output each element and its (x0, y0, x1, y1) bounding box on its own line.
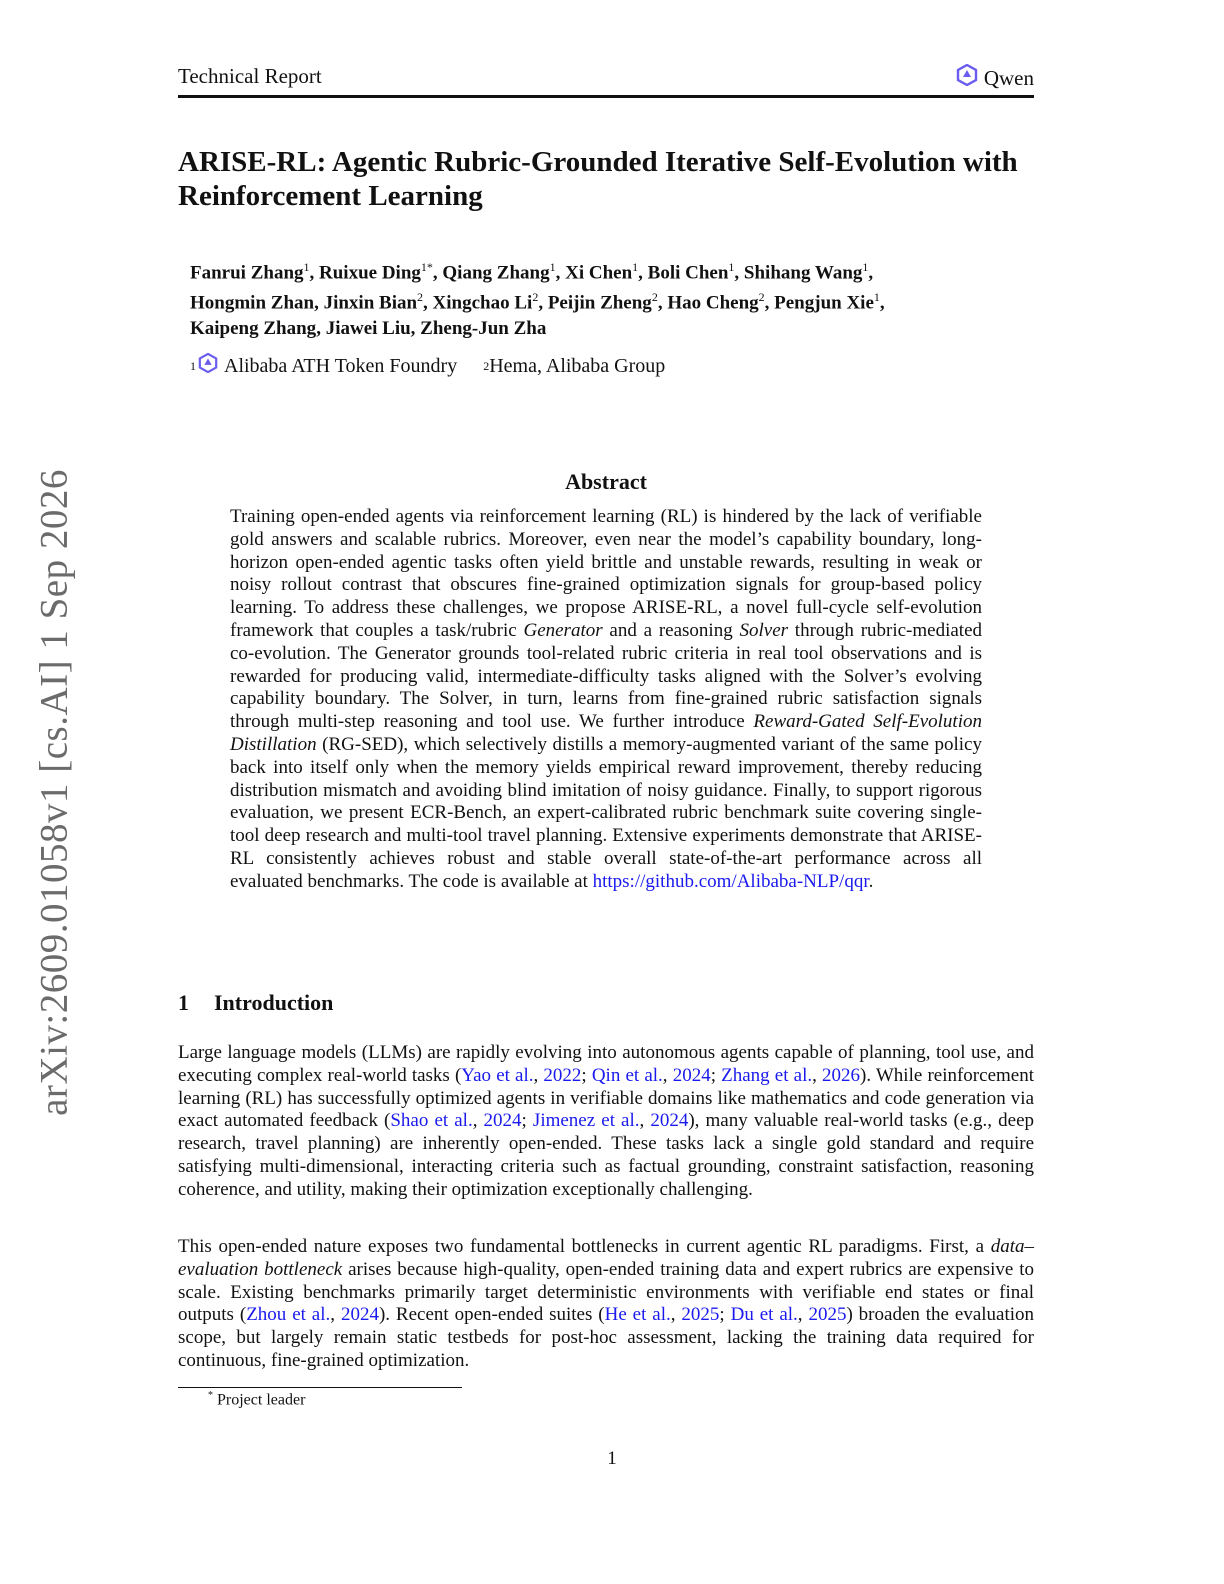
citation-link[interactable]: 2024 (672, 1064, 711, 1086)
emphasis-text: Reward-Gated Self-Evolution Distillation (230, 711, 982, 755)
emphasis-text: data–evaluation bottleneck (178, 1236, 1034, 1280)
author-affiliation-mark: 2 (651, 290, 658, 305)
brand-name: Qwen (983, 65, 1034, 90)
qwen-logo-icon (956, 64, 978, 92)
section-heading (178, 990, 333, 1016)
author-name: Kaipeng Zhang (190, 317, 317, 339)
header-brand (956, 64, 1034, 92)
author-name: Jinxin Bian (323, 292, 418, 314)
author-affiliation-mark: 1 (873, 290, 880, 305)
author-name: Qiang Zhang (442, 262, 550, 284)
author-affiliation-mark: 1* (420, 260, 433, 274)
header-rule (178, 95, 1034, 98)
author-name: Zheng-Jun Zha (420, 317, 547, 339)
paper-title: ARISE-RL: Agentic Rubric-Grounded Iterative Self-Evolution with Reinforcement Learning (178, 146, 1018, 212)
citation-link[interactable]: 2025 (681, 1304, 720, 1326)
footnote (208, 1390, 305, 1409)
citation-link[interactable]: Du et al. (730, 1304, 798, 1326)
emphasis-text: Solver (739, 619, 789, 641)
citation-link[interactable]: 2022 (543, 1064, 582, 1086)
affiliation-name: Alibaba ATH Token Foundry (224, 354, 458, 377)
alibaba-logo-icon (198, 353, 218, 379)
author-name: Peijin Zheng (547, 292, 652, 314)
citation-link[interactable]: Shao et al. (390, 1110, 473, 1132)
author-affiliation-mark: 1 (728, 260, 735, 274)
footnote-text: Project leader (217, 1391, 306, 1409)
author-affiliation-mark: 1 (549, 260, 556, 274)
affiliations (190, 353, 665, 379)
author-affiliation-mark: 1 (862, 260, 869, 274)
citation-link[interactable]: He et al. (604, 1304, 671, 1326)
citation-link[interactable]: Zhang et al. (721, 1064, 813, 1086)
author-name: Xi Chen (565, 262, 633, 284)
arxiv-identifier: arXiv:2609.01058v1 [cs.AI] 1 Sep 2026 (32, 469, 76, 1116)
intro-paragraph: Large language models (LLMs) are rapidly evolving into autonomous agents capable of planning, tool use, and executing complex real-world tasks (Yao et al., 2022; Qin et al., 2024; Zhang et al., 2026). While reinforcement learning (RL) has successfully optimized agents in verifiable domains like mathematics and code generation via exact automated feedback (Shao et al., 2024; Jimenez et al., 2024), many valuable real-world tasks (e.g., deep research, travel planning) are inherently open-ended. These tasks lack a single gold standard and require satisfying multi-dimensional, interacting criteria such as factual grounding, constraint satisfaction, reasoning coherence, and utility, making their optimization exceptionally challenging. (178, 1042, 1035, 1200)
citation-link[interactable]: Yao et al. (461, 1064, 534, 1086)
author-name: Jiawei Liu (325, 317, 411, 339)
author-name: Boli Chen (647, 262, 729, 284)
citation-link[interactable]: Jimenez et al. (532, 1110, 640, 1132)
author-affiliation-mark: 2 (758, 290, 765, 305)
author-affiliation-mark: 1 (303, 260, 310, 274)
citation-link[interactable]: 2025 (808, 1304, 847, 1326)
author-name: Hongmin Zhan (190, 292, 315, 314)
author-name: Pengjun Xie (774, 292, 874, 314)
intro-paragraph: This open-ended nature exposes two fundamental bottlenecks in current agentic RL paradigms. First, a data–evaluation bottleneck arises because high-quality, open-ended training data and expert rubrics are expensive to scale. Existing benchmarks primarily target deterministic environments with verifiable end states or final outputs (Zhou et al., 2024). Recent open-ended suites (He et al., 2025; Du et al., 2025) broaden the evaluation scope, but largely remain static testbeds for post-hoc assessment, lacking the training data required for continuous, fine-grained optimization. (178, 1236, 1035, 1371)
affiliation-name: Hema, Alibaba Group (489, 354, 666, 377)
abstract-body: Training open-ended agents via reinforcement learning (RL) is hindered by the lack of verifiable gold answers and scalable rubrics. Moreover, even near the model’s capability boundary, long-horizon open-ended agentic tasks often yield brittle and unstable rewards, resulting in weak or noisy rollout contrast that obscures fine-grained optimization signals for group-based policy learning. To address these challenges, we propose ARISE-RL, a novel full-cycle self-evolution framework that couples a task/rubric Generator and a reasoning Solver through rubric-mediated co-evolution. The Generator grounds tool-related rubric criteria in real tool observations and is rewarded for producing valid, intermediate-difficulty tasks aligned with the Solver’s evolving capability boundary. The Solver, in turn, learns from fine-grained rubric satisfaction signals through multi-step reasoning and tool use. We further introduce Reward-Gated Self-Evolution Distillation (RG-SED), which selectively distills a memory-augmented variant of the same policy back into itself only when the memory yields empirical reward improvement, thereby reducing distribution mismatch and avoiding blind imitation of noisy guidance. Finally, to support rigorous evaluation, we present ECR-Bench, an expert-calibrated rubric benchmark suite covering single-tool deep research and multi-tool travel planning. Extensive experiments demonstrate that ARISE-RL consistently achieves robust and stable overall state-of-the-art performance across all evaluated benchmarks. The code is available at https://github.com/Alibaba-NLP/qqr. (230, 506, 983, 892)
author-name: Ruixue Ding (319, 262, 421, 284)
header-label: Technical Report (178, 64, 322, 88)
citation-link[interactable]: 2024 (650, 1110, 689, 1132)
affiliation-mark: 1 (190, 358, 196, 373)
citation-link[interactable]: 2024 (340, 1304, 379, 1326)
affiliation-mark: 2 (483, 358, 490, 373)
author-affiliation-mark: 2 (417, 290, 424, 305)
author-affiliation-mark: 2 (532, 290, 539, 305)
author-affiliation-mark: 1 (632, 260, 639, 274)
code-link[interactable]: https://github.com/Alibaba-NLP/qqr (592, 870, 869, 892)
footnote-rule (178, 1387, 462, 1388)
page-number: 1 (607, 1448, 617, 1469)
section-number: 1 (178, 990, 189, 1015)
abstract-heading: Abstract (565, 469, 647, 494)
citation-link[interactable]: 2026 (822, 1064, 860, 1086)
author-list: Fanrui Zhang$^1$, Ruixue Ding$^{1*}$, Qiang Zhang$^1$, Xi Chen$^1$, Boli Chen$^1$, Shihang Wang$^1$, Hongmin Zhan, Jinxin Bian$^2$, Xingchao Li$^2$, Peijin Zheng$^2$, Hao Cheng$^2$, Pengjun Xie$^1$, Kaipeng Zhang, Jiawei Liu, Zheng-Jun Zha (190, 260, 885, 339)
citation-link[interactable]: Zhou et al. (246, 1304, 331, 1326)
author-name: Fanrui Zhang (190, 262, 304, 284)
section-title: Introduction (214, 990, 334, 1015)
footnote-mark: * (208, 1390, 213, 1401)
author-name: Shihang Wang (743, 262, 863, 284)
author-name: Hao Cheng (667, 292, 759, 314)
citation-link[interactable]: 2024 (483, 1110, 522, 1132)
emphasis-text: Generator (523, 619, 603, 641)
citation-link[interactable]: Qin et al. (591, 1064, 663, 1086)
author-name: Xingchao Li (432, 292, 533, 314)
